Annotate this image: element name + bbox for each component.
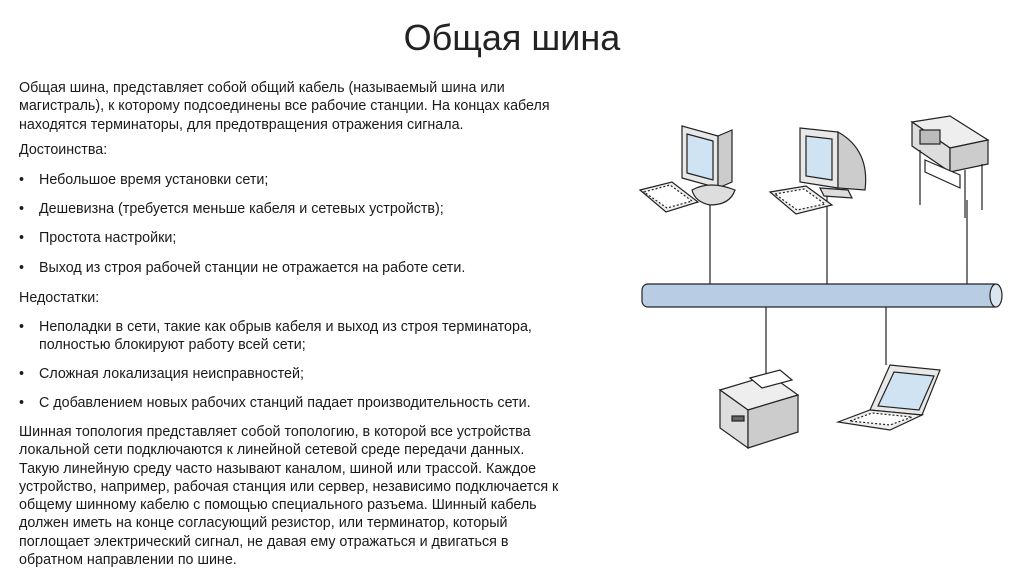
disadvantage-text: полностью блокируют работу всей сети; [39,337,306,353]
bullet: • [19,395,25,411]
advantage-text: Небольшое время установки сети; [39,172,269,188]
advantage-text: Выход из строя рабочей станции не отражается на работе сети. [39,260,466,276]
intro-line: Общая шина, представляет собой общий кабель (называемый шина или [19,80,505,96]
disadvantage-text: Сложная локализация неисправностей; [39,366,304,382]
description-line: поглощает электрический сигнал, не давая ему отражаться и двигаться в [19,533,509,550]
advantages-heading: Достоинства: [19,142,108,158]
description-line: должен иметь на конце согласующий резистор, или терминатор, который [19,515,508,532]
laptop-icon [838,365,940,430]
description-line: Такую линейную среду часто называют каналом, шиной или трассой. Каждое [19,460,537,477]
description-line: общему шинному кабелю с помощью специального разъема. Шинный кабель [19,497,537,514]
description-line: Шинная топология представляет собой топологию, в которой все устройства [19,424,531,440]
bullet: • [19,230,25,246]
description-line: устройство, например, рабочая станция или сервер, независимо подключается к [19,478,559,495]
intro-line: магистраль), к которому подсоединены все рабочие станции. На концах кабеля [19,98,550,115]
description-paragraph [19,423,558,569]
description-line: локальной сети подключаются к линейной сетевой среде передачи данных. [19,442,525,459]
intro-paragraph [19,79,550,134]
workstation-1-icon [640,126,735,212]
plotter-icon [912,116,988,218]
bullet: • [19,366,25,382]
slide-title: Общая шина [403,17,621,58]
bullet: • [19,172,25,188]
bus-cable [642,284,1002,307]
disadvantages-heading: Недостатки: [19,290,100,306]
workstation-2-icon [770,128,866,214]
advantage-text: Простота настройки; [39,230,177,246]
bullet: • [19,319,25,335]
bullet: • [19,260,25,276]
printer-fax-icon [720,370,798,448]
bullet: • [19,201,25,217]
disadvantage-text: С добавлением новых рабочих станций падает производительность сети. [39,395,531,411]
description-line: обратном направлении по шине. [19,552,237,569]
bus-topology-diagram [620,110,1020,450]
disadvantage-text: Неполадки в сети, такие как обрыв кабеля и выход из строя терминатора, [39,319,532,335]
intro-line: находятся терминаторы, для предотвращения отражения сигнала. [19,116,464,133]
advantage-text: Дешевизна (требуется меньше кабеля и сетевых устройств); [39,201,444,217]
